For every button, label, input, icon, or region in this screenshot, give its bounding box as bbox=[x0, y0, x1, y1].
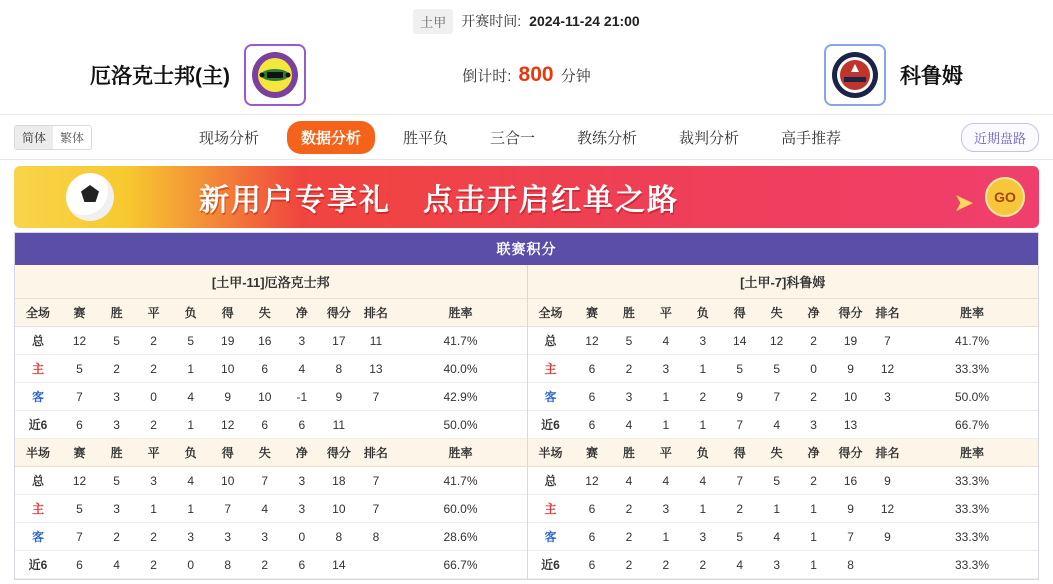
table-cell: 11 bbox=[320, 411, 357, 439]
table-cell: 7 bbox=[61, 383, 98, 411]
main-nav bbox=[0, 114, 1053, 160]
column-header: 胜率 bbox=[906, 299, 1038, 327]
table-row bbox=[528, 411, 1039, 439]
table-cell: 19 bbox=[832, 327, 869, 355]
column-header: 全场 bbox=[15, 299, 61, 327]
table-cell: 4 bbox=[721, 551, 758, 579]
table-cell: 2 bbox=[684, 383, 721, 411]
table-cell: 6 bbox=[574, 551, 611, 579]
column-header: 赛 bbox=[61, 299, 98, 327]
table-cell: 3 bbox=[647, 495, 684, 523]
table-cell: 18 bbox=[320, 467, 357, 495]
table-cell: 7 bbox=[357, 467, 394, 495]
table-row bbox=[15, 523, 527, 551]
table-cell: 5 bbox=[61, 495, 98, 523]
column-header: 胜率 bbox=[395, 439, 527, 467]
table-cell: 2 bbox=[246, 551, 283, 579]
table-cell: 2 bbox=[98, 355, 135, 383]
table-cell: 4 bbox=[758, 523, 795, 551]
column-header: 胜 bbox=[98, 439, 135, 467]
table-cell: 3 bbox=[610, 383, 647, 411]
column-header: 负 bbox=[172, 439, 209, 467]
table-cell: 9 bbox=[209, 383, 246, 411]
table-cell: 11 bbox=[357, 327, 394, 355]
home-standings-title: [土甲-11]厄洛克士邦 bbox=[15, 265, 527, 299]
column-header: 得分 bbox=[320, 299, 357, 327]
table-cell: 2 bbox=[135, 355, 172, 383]
table-cell: 6 bbox=[574, 523, 611, 551]
table-cell: 28.6% bbox=[395, 523, 527, 551]
table-cell: 1 bbox=[135, 495, 172, 523]
table-cell: 12 bbox=[574, 467, 611, 495]
column-header: 排名 bbox=[869, 299, 906, 327]
table-cell: 10 bbox=[209, 355, 246, 383]
table-cell: 3 bbox=[246, 523, 283, 551]
away-fulltime-table bbox=[528, 299, 1039, 439]
home-team-crest-icon bbox=[244, 44, 306, 106]
table-cell: 客 bbox=[528, 523, 574, 551]
table-header-row bbox=[528, 439, 1039, 467]
table-cell: 3 bbox=[647, 355, 684, 383]
table-cell: 33.3% bbox=[906, 523, 1038, 551]
table-cell: 5 bbox=[721, 523, 758, 551]
table-cell: 2 bbox=[795, 327, 832, 355]
away-halftime-table bbox=[528, 439, 1039, 579]
table-cell: 12 bbox=[61, 467, 98, 495]
column-header: 胜 bbox=[610, 299, 647, 327]
table-row bbox=[528, 383, 1039, 411]
table-cell: 6 bbox=[574, 411, 611, 439]
table-cell: 16 bbox=[246, 327, 283, 355]
table-cell: 4 bbox=[98, 551, 135, 579]
tab-win-draw-loss[interactable]: 胜平负 bbox=[403, 129, 449, 147]
table-cell: 9 bbox=[832, 495, 869, 523]
column-header: 失 bbox=[246, 299, 283, 327]
table-cell: 0 bbox=[283, 523, 320, 551]
table-cell: 主 bbox=[15, 495, 61, 523]
column-header: 半场 bbox=[15, 439, 61, 467]
table-cell: 5 bbox=[758, 355, 795, 383]
home-team[interactable] bbox=[90, 44, 306, 106]
table-cell: 7 bbox=[758, 383, 795, 411]
table-cell: 5 bbox=[721, 355, 758, 383]
table-cell: 10 bbox=[209, 467, 246, 495]
column-header: 半场 bbox=[528, 439, 574, 467]
table-cell: 5 bbox=[98, 327, 135, 355]
column-header: 净 bbox=[283, 439, 320, 467]
table-cell: 1 bbox=[647, 411, 684, 439]
table-cell: 客 bbox=[528, 383, 574, 411]
table-row bbox=[528, 523, 1039, 551]
table-row bbox=[528, 467, 1039, 495]
column-header: 负 bbox=[684, 439, 721, 467]
countdown-value: 800 bbox=[518, 63, 554, 86]
panel-title: 联赛积分 bbox=[15, 233, 1038, 265]
table-cell: 6 bbox=[61, 411, 98, 439]
column-header: 平 bbox=[135, 299, 172, 327]
table-cell: 1 bbox=[647, 383, 684, 411]
away-standings-title: [土甲-7]科鲁姆 bbox=[528, 265, 1039, 299]
table-cell bbox=[357, 411, 394, 439]
table-cell: -1 bbox=[283, 383, 320, 411]
table-cell: 2 bbox=[795, 383, 832, 411]
promo-banner-text: 新用户专享礼 点击开启红单之路 bbox=[199, 184, 679, 217]
table-cell: 1 bbox=[795, 523, 832, 551]
table-cell: 总 bbox=[15, 467, 61, 495]
table-cell: 3 bbox=[209, 523, 246, 551]
countdown-unit: 分钟 bbox=[560, 68, 591, 85]
table-cell: 2 bbox=[98, 523, 135, 551]
table-cell: 3 bbox=[869, 383, 906, 411]
table-cell: 0 bbox=[135, 383, 172, 411]
countdown-label: 倒计时: bbox=[462, 68, 512, 85]
table-cell: 40.0% bbox=[395, 355, 527, 383]
table-row bbox=[15, 551, 527, 579]
promo-banner[interactable] bbox=[14, 166, 1039, 228]
match-info-bar bbox=[0, 0, 1053, 36]
table-cell: 50.0% bbox=[395, 411, 527, 439]
table-cell: 4 bbox=[758, 411, 795, 439]
arrow-icon: ➤ bbox=[954, 190, 973, 215]
away-team-name: 科鲁姆 bbox=[900, 65, 963, 88]
table-cell: 7 bbox=[832, 523, 869, 551]
table-cell: 33.3% bbox=[906, 355, 1038, 383]
table-cell: 10 bbox=[320, 495, 357, 523]
table-cell: 33.3% bbox=[906, 551, 1038, 579]
table-cell: 42.9% bbox=[395, 383, 527, 411]
table-cell: 0 bbox=[795, 355, 832, 383]
column-header: 负 bbox=[684, 299, 721, 327]
table-cell: 5 bbox=[758, 467, 795, 495]
table-cell: 6 bbox=[574, 383, 611, 411]
table-cell: 1 bbox=[172, 355, 209, 383]
table-cell: 2 bbox=[795, 467, 832, 495]
table-cell: 3 bbox=[283, 495, 320, 523]
table-cell: 1 bbox=[795, 495, 832, 523]
football-icon bbox=[66, 173, 114, 221]
table-cell: 50.0% bbox=[906, 383, 1038, 411]
column-header: 得 bbox=[209, 439, 246, 467]
kickoff-label: 开赛时间: bbox=[461, 13, 522, 29]
table-cell: 3 bbox=[98, 495, 135, 523]
table-cell: 14 bbox=[721, 327, 758, 355]
table-cell: 7 bbox=[357, 383, 394, 411]
table-cell: 12 bbox=[869, 355, 906, 383]
table-cell: 6 bbox=[574, 355, 611, 383]
table-cell bbox=[869, 411, 906, 439]
table-cell: 6 bbox=[246, 355, 283, 383]
tab-expert-picks[interactable]: 高手推荐 bbox=[781, 129, 842, 147]
table-cell: 9 bbox=[832, 355, 869, 383]
table-cell: 3 bbox=[98, 383, 135, 411]
table-cell: 13 bbox=[357, 355, 394, 383]
column-header: 排名 bbox=[357, 439, 394, 467]
recent-odds-button[interactable]: 近期盘路 bbox=[961, 123, 1039, 152]
table-cell: 7 bbox=[721, 467, 758, 495]
table-cell: 19 bbox=[209, 327, 246, 355]
table-cell: 10 bbox=[246, 383, 283, 411]
kickoff-time: 2024-11-24 21:00 bbox=[529, 13, 640, 29]
table-header-row bbox=[15, 439, 527, 467]
tab-coach-analysis[interactable]: 教练分析 bbox=[577, 129, 638, 147]
column-header: 赛 bbox=[574, 299, 611, 327]
table-cell: 6 bbox=[61, 551, 98, 579]
table-cell: 7 bbox=[357, 495, 394, 523]
table-cell: 3 bbox=[283, 327, 320, 355]
table-cell: 41.7% bbox=[906, 327, 1038, 355]
table-cell: 6 bbox=[283, 411, 320, 439]
table-cell: 7 bbox=[246, 467, 283, 495]
column-header: 失 bbox=[758, 439, 795, 467]
column-header: 胜 bbox=[98, 299, 135, 327]
table-cell: 1 bbox=[172, 411, 209, 439]
table-cell: 5 bbox=[61, 355, 98, 383]
table-cell: 2 bbox=[610, 355, 647, 383]
teams-row bbox=[0, 36, 1053, 114]
table-cell: 14 bbox=[320, 551, 357, 579]
column-header: 赛 bbox=[574, 439, 611, 467]
table-cell: 9 bbox=[320, 383, 357, 411]
home-fulltime-table bbox=[15, 299, 527, 439]
table-cell: 5 bbox=[98, 467, 135, 495]
table-cell: 4 bbox=[684, 467, 721, 495]
table-cell: 总 bbox=[528, 467, 574, 495]
table-cell: 8 bbox=[320, 523, 357, 551]
table-cell: 1 bbox=[795, 551, 832, 579]
column-header: 得分 bbox=[832, 439, 869, 467]
table-cell: 8 bbox=[209, 551, 246, 579]
table-cell: 1 bbox=[684, 495, 721, 523]
column-header: 得分 bbox=[832, 299, 869, 327]
table-cell: 0 bbox=[172, 551, 209, 579]
promo-go-button[interactable]: GO bbox=[985, 177, 1025, 217]
table-cell: 17 bbox=[320, 327, 357, 355]
table-cell: 5 bbox=[610, 327, 647, 355]
table-cell: 13 bbox=[832, 411, 869, 439]
table-cell: 近6 bbox=[528, 411, 574, 439]
table-row bbox=[15, 495, 527, 523]
table-cell: 12 bbox=[61, 327, 98, 355]
table-cell: 3 bbox=[172, 523, 209, 551]
tab-live-analysis[interactable]: 现场分析 bbox=[198, 129, 259, 147]
table-cell: 7 bbox=[721, 411, 758, 439]
table-cell: 6 bbox=[574, 495, 611, 523]
table-cell: 2 bbox=[135, 411, 172, 439]
column-header: 失 bbox=[246, 439, 283, 467]
table-cell: 9 bbox=[869, 467, 906, 495]
table-row bbox=[528, 495, 1039, 523]
table-cell: 2 bbox=[135, 327, 172, 355]
table-cell: 4 bbox=[647, 327, 684, 355]
home-halftime-table bbox=[15, 439, 527, 579]
table-cell: 66.7% bbox=[906, 411, 1038, 439]
lang-traditional[interactable]: 繁体 bbox=[53, 126, 91, 149]
league-tag: 土甲 bbox=[413, 9, 453, 34]
column-header: 排名 bbox=[869, 439, 906, 467]
tab-data-analysis[interactable]: 数据分析 bbox=[287, 121, 375, 154]
table-row bbox=[15, 411, 527, 439]
column-header: 得 bbox=[721, 299, 758, 327]
column-header: 负 bbox=[172, 299, 209, 327]
table-cell: 1 bbox=[684, 355, 721, 383]
table-cell: 12 bbox=[209, 411, 246, 439]
table-cell: 3 bbox=[135, 467, 172, 495]
column-header: 得分 bbox=[320, 439, 357, 467]
away-team[interactable] bbox=[824, 44, 963, 106]
table-cell: 2 bbox=[684, 551, 721, 579]
table-cell: 主 bbox=[15, 355, 61, 383]
table-cell: 7 bbox=[61, 523, 98, 551]
tab-referee-analysis[interactable]: 裁判分析 bbox=[679, 129, 740, 147]
table-cell: 近6 bbox=[528, 551, 574, 579]
table-cell: 3 bbox=[758, 551, 795, 579]
table-cell: 3 bbox=[684, 523, 721, 551]
table-cell: 1 bbox=[647, 523, 684, 551]
column-header: 平 bbox=[647, 439, 684, 467]
table-cell: 1 bbox=[684, 411, 721, 439]
table-cell: 4 bbox=[647, 467, 684, 495]
table-cell bbox=[357, 551, 394, 579]
home-team-name: 厄洛克士邦(主) bbox=[90, 65, 230, 88]
table-cell: 41.7% bbox=[395, 327, 527, 355]
table-cell: 6 bbox=[283, 551, 320, 579]
table-cell bbox=[869, 551, 906, 579]
column-header: 净 bbox=[795, 439, 832, 467]
table-row bbox=[15, 327, 527, 355]
table-cell: 1 bbox=[758, 495, 795, 523]
table-cell: 3 bbox=[795, 411, 832, 439]
table-cell: 33.3% bbox=[906, 467, 1038, 495]
table-cell: 总 bbox=[15, 327, 61, 355]
column-header: 得 bbox=[209, 299, 246, 327]
table-cell: 2 bbox=[135, 523, 172, 551]
table-cell: 2 bbox=[610, 551, 647, 579]
table-cell: 8 bbox=[320, 355, 357, 383]
language-toggle[interactable] bbox=[14, 125, 92, 150]
column-header: 胜 bbox=[610, 439, 647, 467]
table-cell: 9 bbox=[721, 383, 758, 411]
column-header: 排名 bbox=[357, 299, 394, 327]
table-cell: 3 bbox=[283, 467, 320, 495]
table-cell: 3 bbox=[98, 411, 135, 439]
table-cell: 4 bbox=[172, 383, 209, 411]
table-cell: 2 bbox=[135, 551, 172, 579]
table-cell: 66.7% bbox=[395, 551, 527, 579]
table-row bbox=[15, 355, 527, 383]
table-cell: 2 bbox=[721, 495, 758, 523]
table-cell: 7 bbox=[869, 327, 906, 355]
table-cell: 3 bbox=[684, 327, 721, 355]
column-header: 净 bbox=[795, 299, 832, 327]
table-cell: 2 bbox=[647, 551, 684, 579]
tab-three-in-one[interactable]: 三合一 bbox=[490, 129, 536, 147]
away-standings bbox=[527, 265, 1039, 579]
table-cell: 7 bbox=[209, 495, 246, 523]
table-cell: 6 bbox=[246, 411, 283, 439]
table-cell: 2 bbox=[610, 523, 647, 551]
table-cell: 5 bbox=[172, 327, 209, 355]
column-header: 平 bbox=[647, 299, 684, 327]
table-cell: 1 bbox=[172, 495, 209, 523]
away-team-crest-icon bbox=[824, 44, 886, 106]
league-standings-panel bbox=[14, 232, 1039, 580]
table-cell: 客 bbox=[15, 383, 61, 411]
table-cell: 4 bbox=[610, 411, 647, 439]
table-cell: 12 bbox=[574, 327, 611, 355]
table-cell: 近6 bbox=[15, 411, 61, 439]
table-cell: 客 bbox=[15, 523, 61, 551]
table-cell: 主 bbox=[528, 495, 574, 523]
column-header: 全场 bbox=[528, 299, 574, 327]
nav-items bbox=[185, 121, 855, 154]
column-header: 胜率 bbox=[395, 299, 527, 327]
table-row bbox=[528, 355, 1039, 383]
table-cell: 9 bbox=[869, 523, 906, 551]
lang-simplified[interactable]: 简体 bbox=[15, 126, 53, 149]
column-header: 净 bbox=[283, 299, 320, 327]
table-cell: 60.0% bbox=[395, 495, 527, 523]
table-header-row bbox=[528, 299, 1039, 327]
table-cell: 总 bbox=[528, 327, 574, 355]
table-cell: 10 bbox=[832, 383, 869, 411]
table-cell: 2 bbox=[610, 495, 647, 523]
table-cell: 主 bbox=[528, 355, 574, 383]
table-cell: 41.7% bbox=[395, 467, 527, 495]
table-row bbox=[15, 467, 527, 495]
table-cell: 4 bbox=[246, 495, 283, 523]
column-header: 赛 bbox=[61, 439, 98, 467]
column-header: 胜率 bbox=[906, 439, 1038, 467]
home-standings bbox=[15, 265, 527, 579]
table-row bbox=[528, 327, 1039, 355]
table-row bbox=[15, 383, 527, 411]
table-cell: 8 bbox=[832, 551, 869, 579]
column-header: 失 bbox=[758, 299, 795, 327]
table-cell: 12 bbox=[869, 495, 906, 523]
column-header: 得 bbox=[721, 439, 758, 467]
table-row bbox=[528, 551, 1039, 579]
table-cell: 近6 bbox=[15, 551, 61, 579]
table-cell: 4 bbox=[283, 355, 320, 383]
table-cell: 16 bbox=[832, 467, 869, 495]
table-cell: 12 bbox=[758, 327, 795, 355]
table-cell: 33.3% bbox=[906, 495, 1038, 523]
table-header-row bbox=[15, 299, 527, 327]
column-header: 平 bbox=[135, 439, 172, 467]
table-cell: 8 bbox=[357, 523, 394, 551]
table-cell: 4 bbox=[172, 467, 209, 495]
table-cell: 4 bbox=[610, 467, 647, 495]
